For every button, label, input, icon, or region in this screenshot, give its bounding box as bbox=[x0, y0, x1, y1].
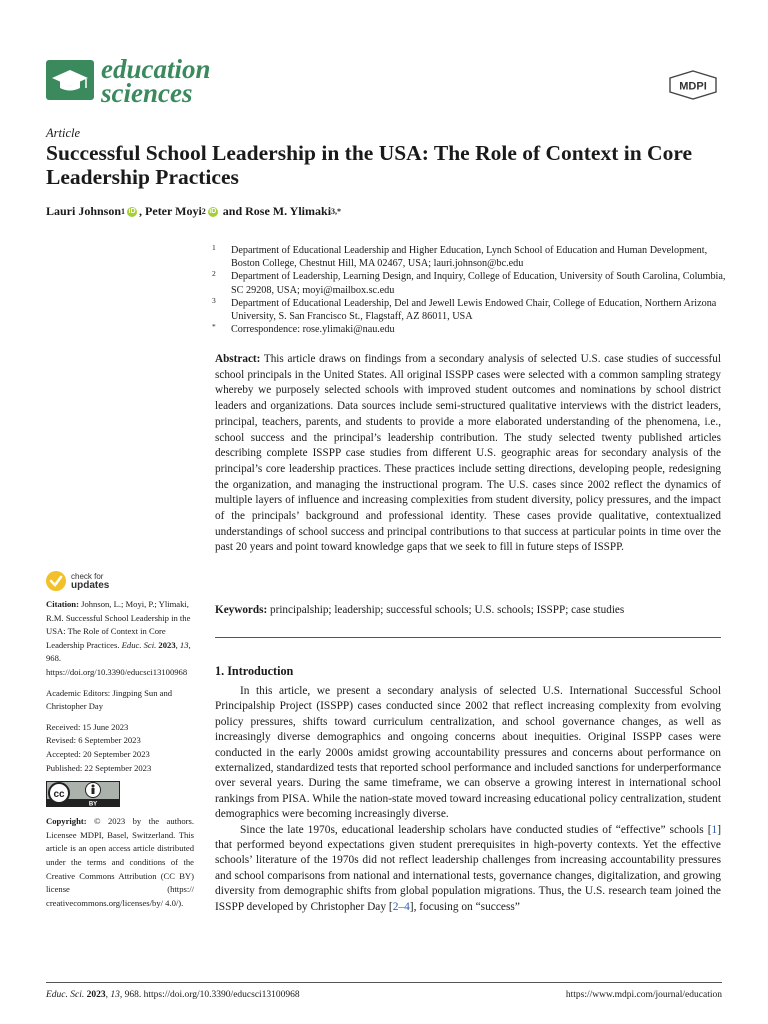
footer-divider bbox=[46, 982, 722, 983]
affiliation-item bbox=[212, 297, 728, 323]
check-updates-label bbox=[71, 572, 109, 590]
affiliation-item bbox=[212, 244, 728, 270]
paragraph bbox=[215, 823, 721, 915]
footer-journal-url[interactable]: https://www.mdpi.com/journal/education bbox=[565, 990, 722, 1000]
affiliations bbox=[212, 244, 728, 336]
editors-text: Jingping Sun and Christopher Day bbox=[46, 687, 173, 712]
footer-volume: 13 bbox=[110, 990, 120, 1000]
author-separator: , bbox=[139, 204, 143, 218]
affiliation-text: Department of Leadership, Learning Design, and Inquiry, College of Education, University of South Carolina, Columbia, SC 29208, USA; moyi@mailbox.sc.edu bbox=[231, 271, 726, 296]
received-date: Received: 15 June 2023 bbox=[46, 721, 129, 732]
affiliation-item bbox=[212, 270, 728, 296]
section-divider bbox=[215, 637, 721, 638]
dates-block bbox=[46, 721, 194, 775]
section-heading: 1. Introduction bbox=[215, 664, 294, 678]
revised-date: Revised: 6 September 2023 bbox=[46, 735, 141, 746]
citation-label: Citation: bbox=[46, 599, 79, 609]
footer-citation: Educ. Sci. 2023, 13, 968. https://doi.org/10.3390/educsci13100968 bbox=[46, 990, 300, 1000]
publisher-name: MDPI bbox=[679, 80, 707, 93]
copyright-text: © 2023 by the authors. Licensee MDPI, Basel, Switzerland. This article is an open access article distributed under the terms and conditions of the Creative Commons Attribution (CC BY) license (https:// creativecommons.org/licenses/by/ 4.0/). bbox=[46, 816, 194, 908]
mdpi-logo-icon bbox=[668, 70, 718, 100]
svg-text:cc: cc bbox=[53, 789, 65, 801]
author-name: Rose M. Ylimaki bbox=[245, 204, 332, 218]
published-date: Published: 22 September 2023 bbox=[46, 762, 152, 773]
cc-by-label: BY bbox=[88, 801, 98, 808]
accepted-date: Accepted: 20 September 2023 bbox=[46, 748, 150, 759]
check-updates-icon bbox=[45, 570, 67, 592]
affiliation-text: Correspondence: rose.ylimaki@nau.edu bbox=[231, 324, 395, 336]
citation-year: 2023 bbox=[158, 639, 176, 650]
author-name: Peter Moyi bbox=[145, 204, 202, 218]
affiliation-text: Department of Educational Leadership and Higher Education, Lynch School of Education and Human Development, Boston College, Chestnut Hill, MA 02467, USA; lauri.johnson@bc.edu bbox=[231, 245, 708, 270]
footer-doi[interactable]: , 968. https://doi.org/10.3390/educsci13100968 bbox=[119, 990, 300, 1000]
journal-name-line2: sciences bbox=[101, 78, 193, 108]
citation-journal: Educ. Sci. bbox=[121, 639, 157, 650]
paragraph: In this article, we present a secondary analysis of selected U.S. International Successful School Principalship Project (ISSPP) cases conducted since 2002 that reflect increasing complexity from evolving policy pressures, shifts toward curriculum centralization, and school governance changes, as well as increasingly diverse demographics and ongoing concerns about inequities. Original ISSPP cases were conducted in the early 2000s amidst growing accountability pressures and concerns about performance on externalized, standardized tests that reported school performance and included sanctions for underperformance over several years. During the same timeframe, we can observe a growing interest in international school rankings from PISA. While the nation-state moved toward increasing educational policy centralization, student demographics were becoming increasingly diverse. bbox=[215, 685, 721, 821]
section-body bbox=[215, 684, 721, 915]
footer-year: 2023 bbox=[86, 990, 106, 1000]
citation-volume: 13 bbox=[179, 639, 189, 650]
affiliation-number: 3 bbox=[212, 295, 216, 305]
citation-link[interactable]: 1 bbox=[711, 823, 718, 836]
affiliation-text: Department of Educational Leadership, Del and Jewell Lewis Endowed Chair, College of Education, Northern Arizona University, S. San Francisco St., Flagstaff, AZ 86011, USA bbox=[231, 297, 717, 323]
affiliation-number: 2 bbox=[212, 269, 216, 279]
author-separator: and bbox=[222, 204, 243, 218]
article-type: Article bbox=[46, 126, 81, 140]
paragraph-text: ] that performed beyond expectations given student prerequisites in high-poverty contexts. Yet the effective schools’ literature of the 1970s did not reflect leadership challenges from increasing accountability pressures and school comparisons from national and international tests, governance changes, digitalization, and growing diversity from demographic shifts from global population migrations. Thus, the U.S. research team joined the ISSPP developed by Christopher Day [ bbox=[215, 823, 721, 913]
journal-logo-icon bbox=[46, 60, 94, 100]
author-list: Lauri Johnson 1 iD , Peter Moyi 2 iD and Rose M. Ylimaki 3,* bbox=[46, 204, 342, 218]
copyright-label: Copyright: bbox=[46, 816, 87, 827]
copyright-block bbox=[46, 815, 194, 910]
affiliation-number: 1 bbox=[212, 243, 216, 252]
journal-name bbox=[101, 54, 211, 108]
editors-label: Academic Editors: bbox=[46, 687, 111, 698]
citation-doi[interactable]: , 968. https://doi.org/10.3390/educsci13100968 bbox=[46, 639, 191, 677]
paragraph-text: Since the late 1970s, educational leadership scholars have conducted studies of “effective” schools [ bbox=[240, 823, 712, 836]
citation-text: Johnson, L.; Moyi, P.; Ylimaki, R.M. Successful School Leadership in the USA: The Role of Context in Core Leadership Practices. bbox=[46, 599, 191, 650]
footer-journal: Educ. Sci. bbox=[46, 990, 85, 1000]
abstract-label: Abstract: bbox=[215, 353, 261, 365]
journal-name-line1: education bbox=[101, 54, 211, 84]
abstract-text: This article draws on findings from a secondary analysis of selected U.S. case studies of successful school principals in the United States. All original ISSPP cases were selected with a common sampling strategy whereby we purposely selected schools with improved student outcomes and nominations by school district leaders and organizations. Data sources include semi-structured qualitative interviews with the district leaders, principal, teachers, parents, and students to provide a more elaborated understanding of the phenomena, i.e., school success and the principal’s leadership contribution. The study selected twenty published articles describing complete ISSPP case studies from different U.S. geographic areas for secondary analysis of the principal’s core leadership practices. These practices include setting directions, developing people, redesigning the organization, and managing the instructional program. The U.S. cases since 2002 reflect the dynamics of multiple layers of influence and increasing complexities from student diversity, policy pressures, and the impact of the principals’ background and professional identity. These cases provide qualitative, contextualized understandings of school success and principal contributions to that success at particular points in time over the past 20 years and point toward knowledge gaps that we seek to fill in future steps of ISSPP. bbox=[215, 353, 721, 554]
check-updates-line2: updates bbox=[71, 580, 110, 591]
cc-by-license-icon[interactable] bbox=[46, 781, 120, 807]
orcid-icon[interactable]: iD bbox=[209, 207, 217, 215]
keywords-label: Keywords: bbox=[215, 604, 268, 616]
affiliation-item bbox=[212, 323, 728, 336]
check-for-updates-button[interactable] bbox=[45, 570, 109, 592]
author-name: Lauri Johnson bbox=[46, 204, 122, 218]
sidebar bbox=[46, 598, 194, 917]
check-updates-line1: check for bbox=[71, 572, 104, 581]
paragraph-text: ], focusing on “success” bbox=[409, 900, 520, 913]
orcid-icon[interactable]: iD bbox=[128, 207, 136, 215]
editors-block bbox=[46, 687, 194, 714]
keywords-text: principalship; leadership; successful schools; U.S. schools; ISSPP; case studies bbox=[270, 604, 625, 616]
abstract bbox=[215, 352, 721, 556]
article-title: Successful School Leadership in the USA: The Role of Context in Core Leadership Practices bbox=[46, 141, 693, 189]
citation-block: Citation: Johnson, L.; Moyi, P.; Ylimaki, R.M. Successful School Leadership in the USA: The Role of Context in Core Leadership Practices. Educ. Sci. 2023, 13, 968. https://doi.org/10.3390/educsci13100968 bbox=[46, 599, 191, 677]
keywords bbox=[215, 603, 721, 618]
citation-link[interactable]: 2–4 bbox=[392, 900, 410, 913]
affiliation-number: * bbox=[212, 322, 216, 332]
